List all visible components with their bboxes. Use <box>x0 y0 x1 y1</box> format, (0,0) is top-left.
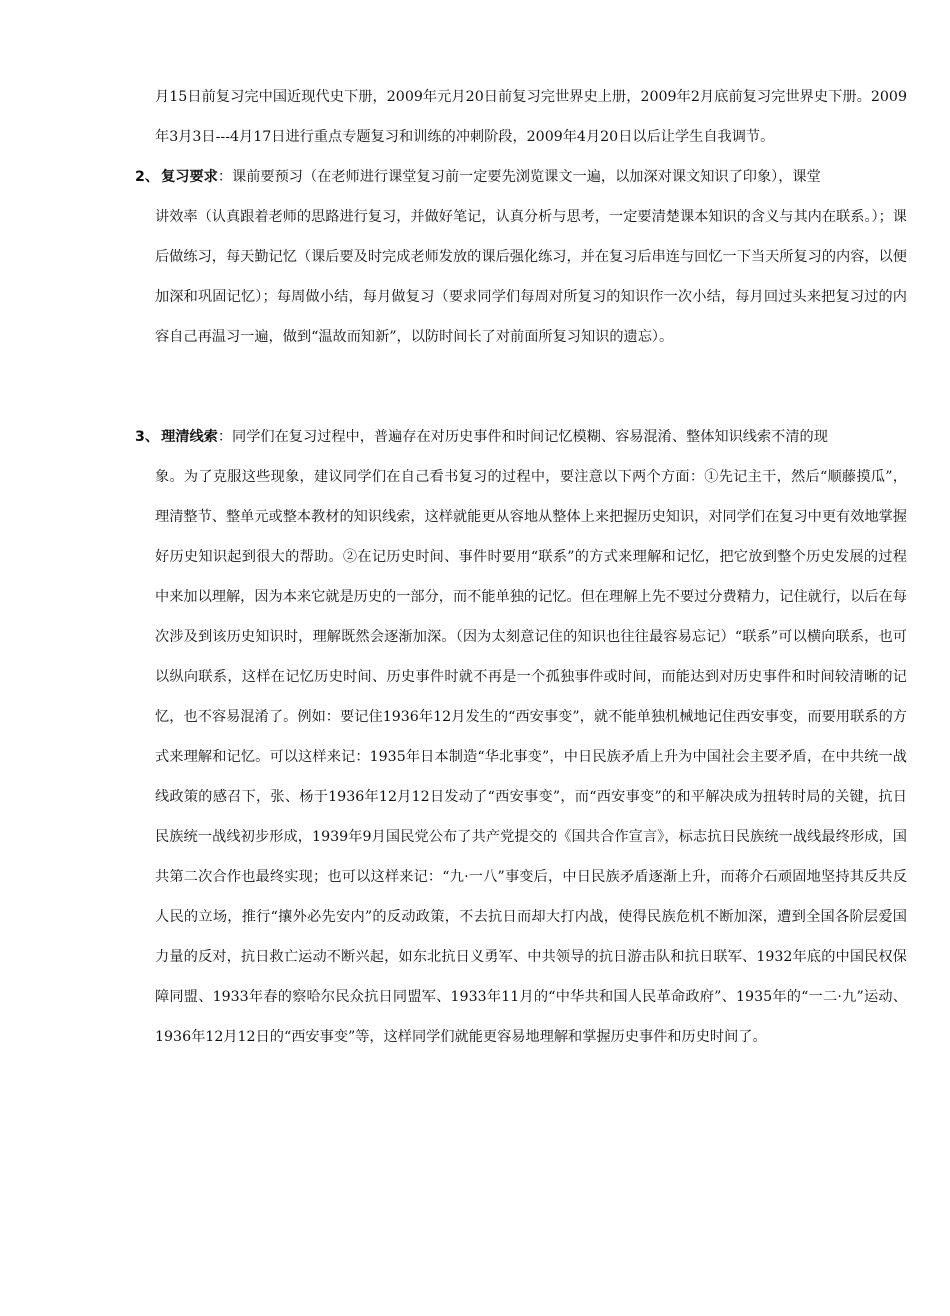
section-clarify-clues <box>135 417 907 1057</box>
section-first-text: 同学们在复习过程中，普遍存在对历史事件和时间记忆模糊、容易混淆、整体知识线索不清的现 <box>232 429 828 445</box>
section-first-text: 课前要预习（在老师进行课堂复习前一定要先浏览课文一遍，以加深对课文知识了印象），课堂 <box>232 169 821 185</box>
section-first-line <box>135 157 907 197</box>
section-heading: 复习要求 <box>161 169 218 185</box>
section-number: 3、 <box>135 429 160 445</box>
section-heading: 理清线索 <box>161 429 218 445</box>
section-body: 讲效率（认真跟着老师的思路进行复习，并做好笔记，认真分析与思考，一定要清楚课本知识的含义与其内在联系。）；课后做练习，每天勤记忆（课后要及时完成老师发放的课后强化练习，并在复习后串连与回忆一下当天所复习的内容，以便加深和巩固记忆）；每周做小结，每月做复习（要求同学们每周对所复习的知识作一次小结，每月回过头来把复习过的内容自己再温习一遍，做到“温故而知新”，以防时间长了对前面所复习知识的遗忘）。 <box>155 209 907 345</box>
section-colon: ： <box>217 169 233 185</box>
section-first-line <box>135 417 907 457</box>
section-body: 象。为了克服这些现象，建议同学们在自己看书复习的过程中，要注意以下两个方面：①先记主干，然后“顺藤摸瓜”，理清整节、整单元或整本教材的知识线索，这样就能更从容地从整体上来把握历史知识，对同学们在复习中更有效地掌握好历史知识起到很大的帮助。②在记历史时间、事件时要用“联系”的方式来理解和记忆，把它放到整个历史发展的过程中来加以理解，因为本来它就是历史的一部分，而不能单独的记忆。但在理解上先不要过分费精力，记住就行，以后在每次涉及到该历史知识时，理解既然会逐渐加深。（因为太刻意记住的知识也往往最容易忘记）“联系”可以横向联系，也可以纵向联系，这样在记忆历史时间、历史事件时就不再是一个孤独事件或时间，而能达到对历史事件和时间较清晰的记忆，也不容易混淆了。例如：要记住1936年12月发生的“西安事变”，就不能单独机械地记住西安事变，而要用联系的方式来理解和记忆。可以这样来记：1935年日本制造“华北事变”，中日民族矛盾上升为中国社会主要矛盾，在中共统一战线政策的感召下，张、杨于1936年12月12日发动了“西安事变”，而“西安事变”的和平解决成为扭转时局的关键，抗日民族统一战线初步形成，1939年9月国民党公布了共产党提交的《国共合作宣言》，标志抗日民族统一战线最终形成，国共第二次合作也最终实现；也可以这样来记：“九·一八”事变后，中日民族矛盾逐渐上升，而蒋介石顽固地坚持其反共反人民的立场，推行“攘外必先安内”的反动政策，不去抗日而却大打内战，使得民族危机不断加深，遭到全国各阶层爱国力量的反对，抗日救亡运动不断兴起，如东北抗日义勇军、中共领导的抗日游击队和抗日联军、1932年底的中国民权保障同盟、1933年春的察哈尔民众抗日同盟军、1933年11月的“中华共和国人民革命政府”、1935年的“一二·九”运动、1936年12月12日的“西安事变”等，这样同学们就能更容易地理解和掌握历史事件和历史时间了。 <box>155 469 907 1045</box>
section-review-requirements <box>135 157 907 357</box>
section-colon: ： <box>217 429 233 445</box>
section-number: 2、 <box>135 169 160 185</box>
intro-paragraph: 月15日前复习完中国近现代史下册，2009年元月20日前复习完世界史上册，2009年2月底前复习完世界史下册。2009年3月3日---4月17日进行重点专题复习和训练的冲刺阶段，2009年4月20日以后让学生自我调节。 <box>155 89 907 145</box>
